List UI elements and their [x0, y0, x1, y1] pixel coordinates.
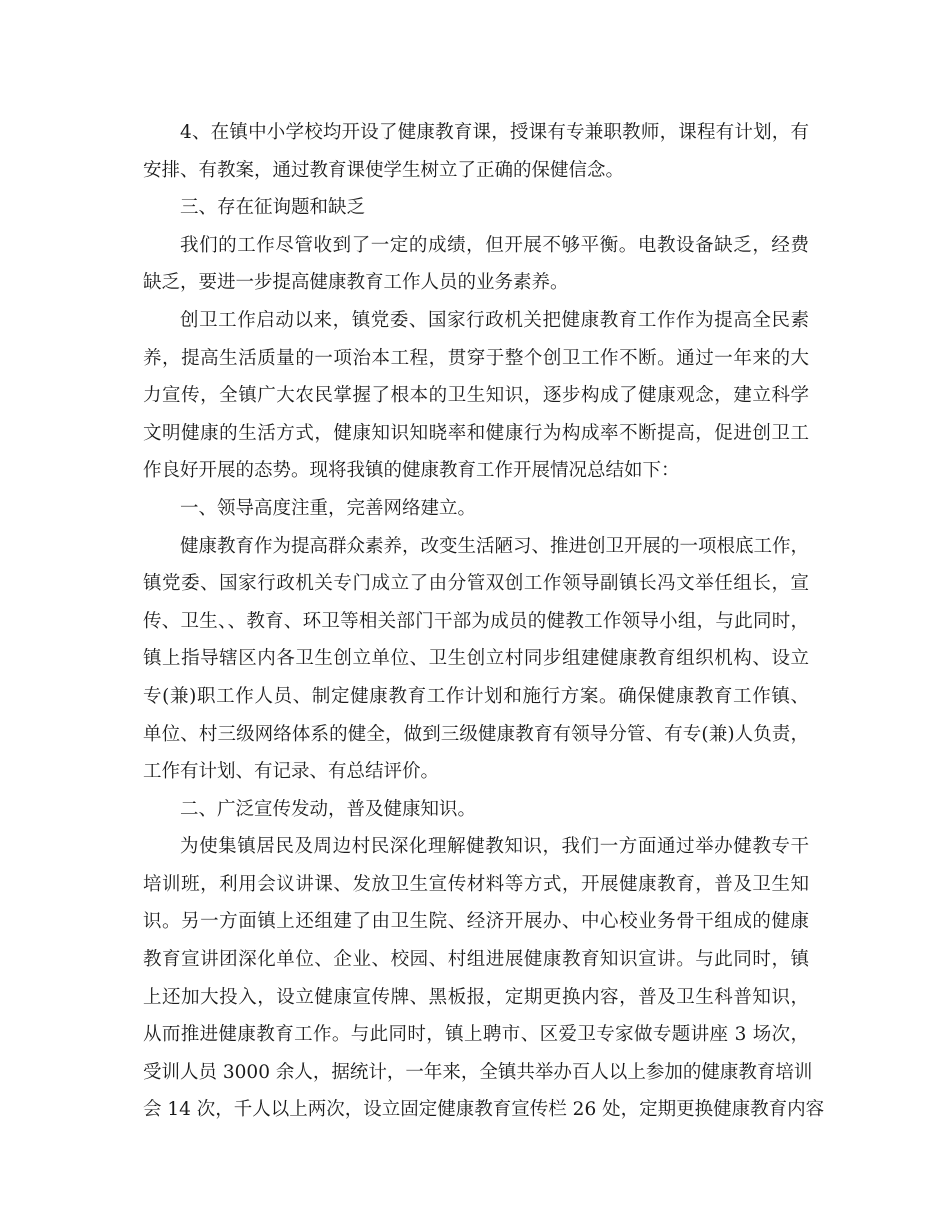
text-line: 受训人员 3000 余人，据统计，一年来，全镇共举办百人以上参加的健康教育培训	[143, 1061, 813, 1083]
text-line: 作良好开展的态势。现将我镇的健康教育工作开展情况总结如下：	[143, 460, 680, 482]
text-line: 缺乏，要进一步提高健康教育工作人员的业务素养。	[143, 272, 569, 294]
text-line: 会 14 次，千人以上两次，设立固定健康教育宣传栏 26 处，定期更换健康教育内容	[143, 1099, 825, 1121]
text-line: 创卫工作启动以来，镇党委、国家行政机关把健康教育工作作为提高全民素	[180, 309, 809, 331]
text-line: 传、卫生、、教育、环卫等相关部门干部为成员的健教工作领导小组，与此同时，	[143, 610, 809, 632]
text-line: 工作有计划、有记录、有总结评价。	[143, 761, 440, 783]
text-line: 专(兼)职工作人员、制定健康教育工作计划和施行方案。确保健康教育工作镇、	[143, 685, 809, 707]
text-line: 单位、村三级网络体系的健全，做到三级健康教育有领导分管、有专(兼)人负责，	[143, 723, 809, 745]
text-line: 4、在镇中小学校均开设了健康教育课，授课有专兼职教师，课程有计划，有	[180, 122, 809, 143]
text-line: 从而推进健康教育工作。与此同时，镇上聘市、区爱卫专家做专题讲座 3 场次，	[143, 1024, 809, 1046]
text-line: 安排、有教案，通过教育课使学生树立了正确的保健信念。	[143, 159, 625, 181]
text-line: 镇上指导辖区内各卫生创立单位、卫生创立村同步组建健康教育组织机构、设立	[143, 648, 809, 670]
text-line: 力宣传，全镇广大农民掌握了根本的卫生知识，逐步构成了健康观念，建立科学	[143, 385, 809, 407]
text-line: 健康教育作为提高群众素养，改变生活陋习、推进创卫开展的一项根底工作，	[180, 535, 810, 557]
text-line: 我们的工作尽管收到了一定的成绩，但开展不够平衡。电教设备缺乏，经费	[180, 234, 809, 256]
text-line: 三、存在征询题和缺乏	[180, 197, 366, 219]
text-line: 二、广泛宣传发动，普及健康知识。	[180, 798, 477, 820]
text-line: 镇党委、国家行政机关专门成立了由分管双创工作领导副镇长冯文举任组长，宣	[143, 573, 809, 595]
text-line: 文明健康的生活方式，健康知识知晓率和健康行为构成率不断提高，促进创卫工	[143, 422, 809, 444]
text-line: 养，提高生活质量的一项治本工程，贯穿于整个创卫工作不断。通过一年来的大	[143, 347, 809, 369]
text-line: 培训班，利用会议讲课、发放卫生宣传材料等方式，开展健康教育，普及卫生知	[143, 873, 809, 895]
text-line: 教育宣讲团深化单位、企业、校园、村组进展健康教育知识宣讲。与此同时，镇	[143, 949, 809, 971]
text-line: 上还加大投入，设立健康宣传牌、黑板报，定期更换内容，普及卫生科普知识，	[143, 986, 809, 1008]
text-line: 为使集镇居民及周边村民深化理解健教知识，我们一方面通过举办健教专干	[180, 836, 809, 858]
text-line: 一、领导高度注重，完善网络建立。	[180, 497, 477, 519]
text-line: 识。另一方面镇上还组建了由卫生院、经济开展办、中心校业务骨干组成的健康	[143, 911, 809, 933]
document-page	[143, 114, 825, 1129]
